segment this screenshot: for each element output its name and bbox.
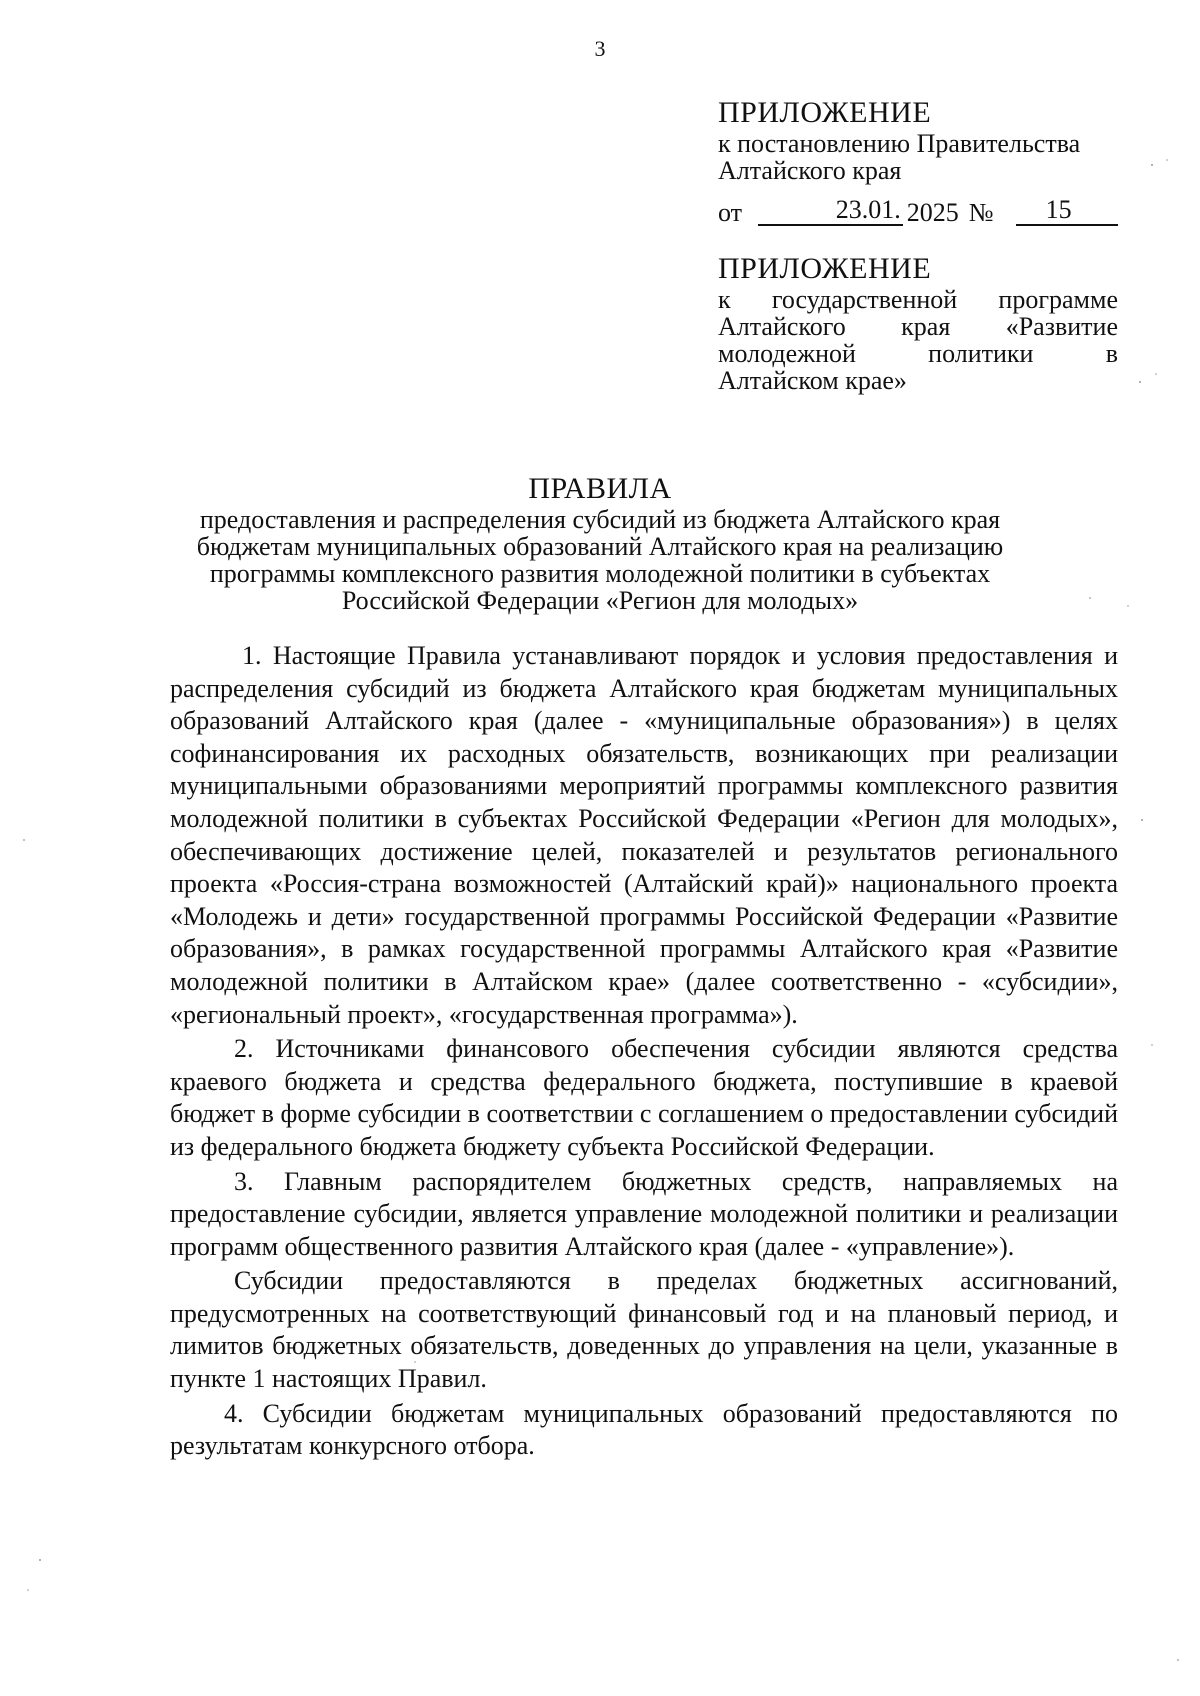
- rules-subtitle-line: бюджетам муниципальных образований Алтайского края на реализацию: [196, 532, 1004, 561]
- resolution-year: 2025: [906, 198, 959, 227]
- appendix-heading: ПРИЛОЖЕНИЕ: [718, 252, 932, 285]
- appendix-line: к постановлению Правительства: [718, 129, 1081, 158]
- resolution-number: 15: [1016, 196, 1118, 226]
- paragraph-4: 4. Субсидии бюджетам муниципальных образований предоставляются по результатам конкурсного отбора.: [170, 1398, 1118, 1461]
- appendix-heading: ПРИЛОЖЕНИЕ: [718, 96, 932, 129]
- appendix-line: молодежной политики в: [718, 339, 1118, 368]
- paragraph-2: 2. Источниками финансового обеспечения субсидии являются средства краевого бюджета и средства федерального бюджета, поступившие в краевой бюджет в форме субсидии в соответствии с соглашением о предоставлении субсидий из федерального бюджета бюджету субъекта Российской Федерации.: [170, 1034, 1118, 1161]
- appendix-line: Алтайского края: [718, 156, 902, 185]
- appendix-line: Алтайского края «Развитие: [718, 312, 1118, 341]
- date-from-label: от: [718, 198, 743, 227]
- rules-subtitle-line: предоставления и распределения субсидий из бюджета Алтайского края: [199, 505, 1001, 534]
- paragraph-1: 1. Настоящие Правила устанавливают порядок и условия предоставления и распределения субсидий из бюджета Алтайского края бюджетам муниципальных образований Алтайского края (далее - «муниципальные образования») в целях софинансирования их расходных обязательств, возникающих при реализации муниципальными образованиями мероприятий программы комплексного развития молодежной политики в субъектах Российской Федерации «Регион для молодых», обеспечивающих достижение целей, показателей и результатов регионального проекта «Россия-страна возможностей (Алтайский край)» национального проекта «Молодежь и дети» государственной программы Российской Федерации «Развитие образования», в рамках государственной программы Алтайского края «Развитие молодежной политики в Алтайском крае» (далее соответственно - «субсидии», «региональный проект», «государственная программа»).: [170, 641, 1118, 1029]
- paragraph-3: 3. Главным распорядителем бюджетных средств, направляемых на предоставление субсидии, является управление молодежной политики и реализации программ общественного развития Алтайского края (далее - «управление»).: [170, 1166, 1118, 1261]
- resolution-date: 23.01.: [758, 196, 903, 226]
- rules-subtitle-line: программы комплексного развития молодежной политики в субъектах: [209, 559, 991, 588]
- appendix-line: к государственной программе: [718, 285, 1118, 314]
- page-number: 3: [594, 36, 606, 61]
- number-sign: №: [968, 198, 994, 227]
- rules-title: ПРАВИЛА: [528, 472, 672, 505]
- paragraph-3-continuation: Субсидии предоставляются в пределах бюджетных ассигнований, предусмотренных на соответствующий финансовый год и на плановый период, и лимитов бюджетных обязательств, доведенных до управления на цели, указанные в пункте 1 настоящих Правил.: [170, 1266, 1118, 1394]
- rules-subtitle-line: Российской Федерации «Регион для молодых»: [341, 586, 859, 615]
- appendix-line: Алтайском крае»: [718, 366, 907, 395]
